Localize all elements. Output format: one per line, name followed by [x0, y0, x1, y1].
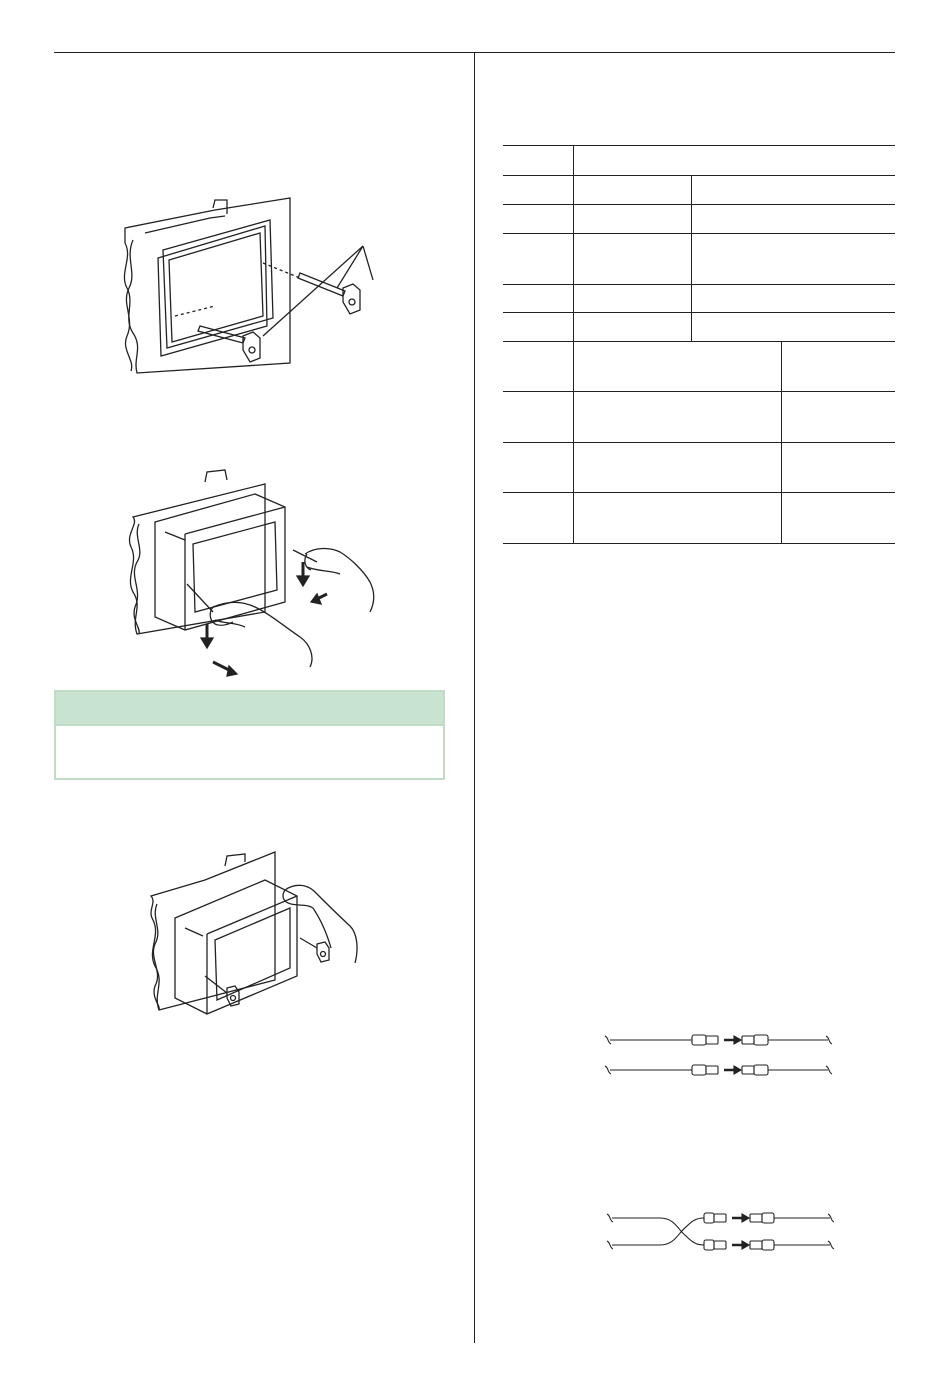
table-row	[503, 342, 895, 392]
table-cell	[503, 176, 573, 205]
table-row	[503, 234, 895, 285]
table-row	[503, 392, 895, 443]
table-cell	[691, 205, 895, 234]
note-title	[56, 692, 443, 726]
hands-pulling-unit-out-icon	[125, 462, 385, 684]
table-row	[503, 146, 895, 176]
table-cell	[573, 285, 691, 313]
note-box	[54, 690, 445, 780]
splitter-cable-connectors-icon	[600, 1200, 840, 1260]
table-cell	[503, 285, 573, 313]
table-cell	[691, 285, 895, 313]
table-cell	[573, 342, 781, 392]
table-cell	[503, 443, 573, 493]
note-text	[56, 726, 443, 742]
table-cell	[573, 443, 781, 493]
table-row	[503, 493, 895, 544]
cable-connectors-icon	[600, 1025, 835, 1085]
table-cell	[781, 443, 895, 493]
table-cell	[503, 146, 573, 176]
table-cell	[503, 392, 573, 443]
spec-table	[503, 145, 895, 544]
table-cell	[503, 205, 573, 234]
table-cell	[503, 234, 573, 285]
table-cell	[503, 493, 573, 544]
table-row	[503, 285, 895, 313]
table-cell	[503, 313, 573, 342]
table-cell	[781, 493, 895, 544]
table-cell	[573, 392, 781, 443]
table-cell	[573, 493, 781, 544]
table-cell	[781, 392, 895, 443]
table-row	[503, 313, 895, 342]
hand-sliding-unit-icon	[145, 848, 365, 1020]
table-cell	[573, 176, 691, 205]
table-cell	[691, 234, 895, 285]
table-cell	[691, 176, 895, 205]
column-divider	[474, 53, 475, 1343]
table-cell	[573, 313, 691, 342]
table-row	[503, 176, 895, 205]
table-cell	[691, 313, 895, 342]
table-cell	[573, 205, 691, 234]
table-cell	[573, 146, 895, 176]
extraction-keys-into-unit-icon	[115, 188, 385, 378]
table-row	[503, 205, 895, 234]
table-cell	[781, 342, 895, 392]
table-cell	[573, 234, 691, 285]
table-row	[503, 443, 895, 493]
table-cell	[503, 342, 573, 392]
